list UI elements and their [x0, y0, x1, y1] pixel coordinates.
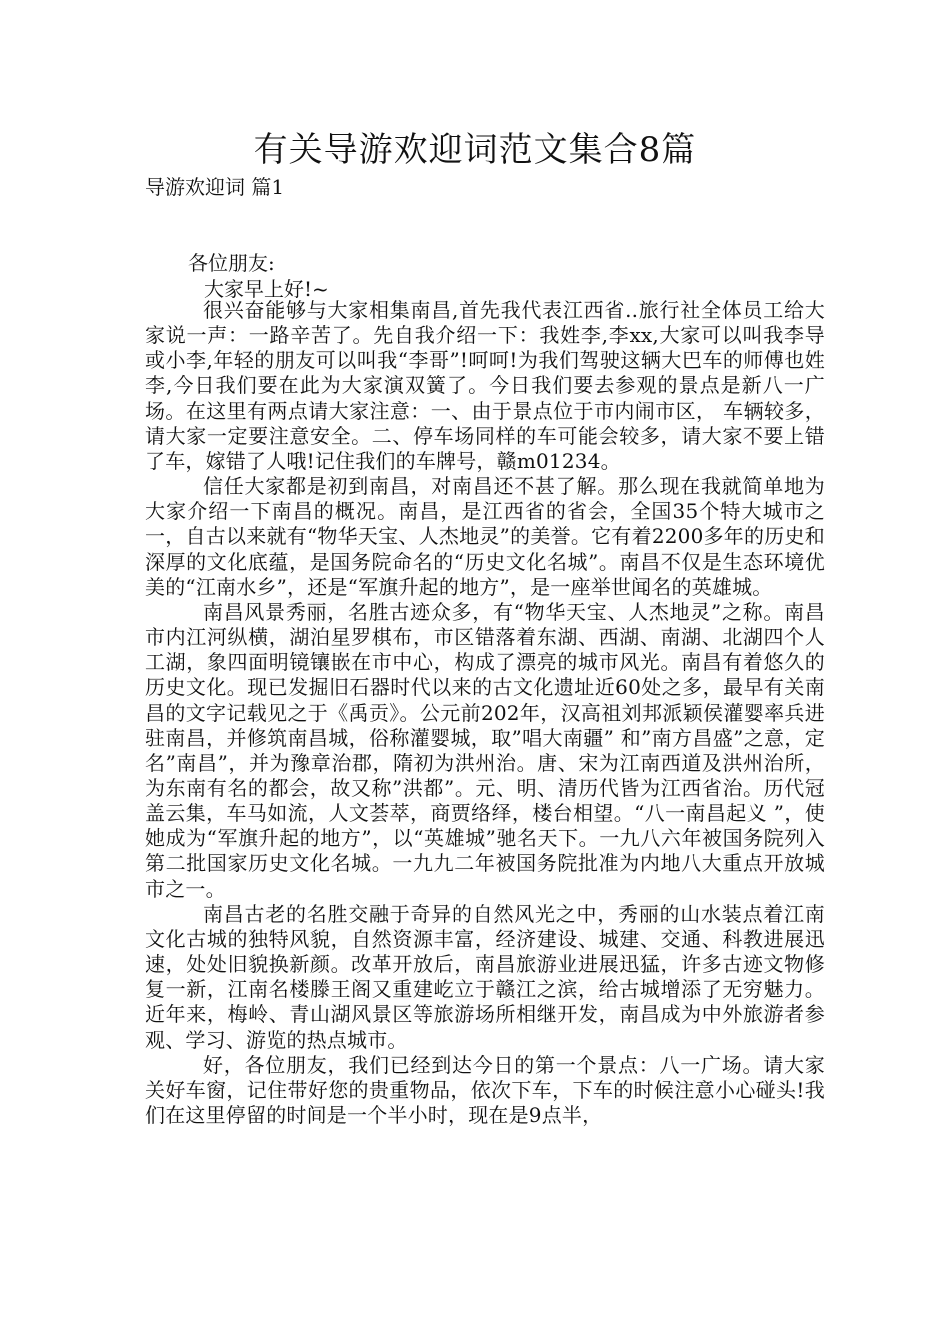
paragraph-history: 南昌风景秀丽，名胜古迹众多，有“物华天宝、人杰地灵”之称。南昌市内江河纵横，湖泊星罗棋布，市区错落着东湖、西湖、南湖、北湖四个人工湖，象四面明镜镶嵌在市中心，构成了漂亮的城市风光。南昌有着悠久的历史文化。现已发掘旧石器时代以来的古文化遗址近60处之多，最早有关南昌的文字记载见之于《禹贡》。公元前202年，汉高祖刘邦派颖侯灌婴率兵进驻南昌，并修筑南昌城，俗称灌婴城，取”唱大南疆” 和”南方昌盛”之意，定名”南昌”，并为豫章治郡，隋初为洪州治。唐、宋为江南西道及洪州治所，为东南有名的都会，故又称”洪都”。元、明、清历代皆为江西省治。历代冠盖云集，车马如流，人文荟萃，商贾络绎，楼台相望。“八一南昌起义 ”，使她成为“军旗升起的地方”，以“英雄城”驰名天下。一九八六年被国务院列入第二批国家历史文化名城。一九九二年被国务院批准为内地八大重点开放城市之一。	[145, 599, 825, 901]
morning-greeting: 大家早上好!~	[204, 277, 329, 301]
salutation: 各位朋友:	[188, 251, 275, 275]
paragraph-intro: 很兴奋能够与大家相集南昌,首先我代表江西省..旅行社全体员工给大家说一声：一路辛苦了。先自我介绍一下：我姓李,李xx,大家可以叫我李导或小李,年轻的朋友可以叫我“李哥”!呵呵!为我们驾驶这辆大巴车的师傅也姓李,今日我们要在此为大家演双簧了。今日我们要去参观的景点是新八一广场。在这里有两点请大家注意：一、由于景点位于市内闹市区， 车辆较多，请大家一定要注意安全。二、停车场同样的车可能会较多，请大家不要上错了车，嫁错了人哦!记住我们的车牌号，赣m01234。	[145, 298, 825, 473]
paragraph-arrival: 好，各位朋友，我们已经到达今日的第一个景点：八一广场。请大家关好车窗，记住带好您的贵重物品，依次下车，下车的时候注意小心碰头!我们在这里停留的时间是一个半小时，现在是9点半，	[145, 1052, 825, 1127]
document-title: 有关导游欢迎词范文集合8篇	[253, 130, 697, 170]
section-heading: 导游欢迎词 篇1	[145, 175, 285, 199]
paragraph-overview: 信任大家都是初到南昌，对南昌还不甚了解。那么现在我就简单地为大家介绍一下南昌的概况。南昌，是江西省的省会，全国35个特大城市之一，自古以来就有“物华天宝、人杰地灵”的美誉。它有着2200多年的历史和深厚的文化底蕴，是国务院命名的“历史文化名城”。南昌不仅是生态环境优美的“江南水乡”，还是“军旗升起的地方”，是一座举世闻名的英雄城。	[145, 474, 825, 599]
paragraph-scenery: 南昌古老的名胜交融于奇异的自然风光之中，秀丽的山水装点着江南文化古城的独特风貌，自然资源丰富，经济建设、城建、交通、科教进展迅速，处处旧貌换新颜。改革开放后，南昌旅游业进展迅猛，许多古迹文物修复一新，江南名楼滕王阁又重建屹立于赣江之滨，给古城增添了无穷魅力。近年来，梅岭、青山湖风景区等旅游场所相继开发，南昌成为中外旅游者参观、学习、游览的热点城市。	[145, 901, 825, 1052]
document-body	[145, 298, 825, 1128]
